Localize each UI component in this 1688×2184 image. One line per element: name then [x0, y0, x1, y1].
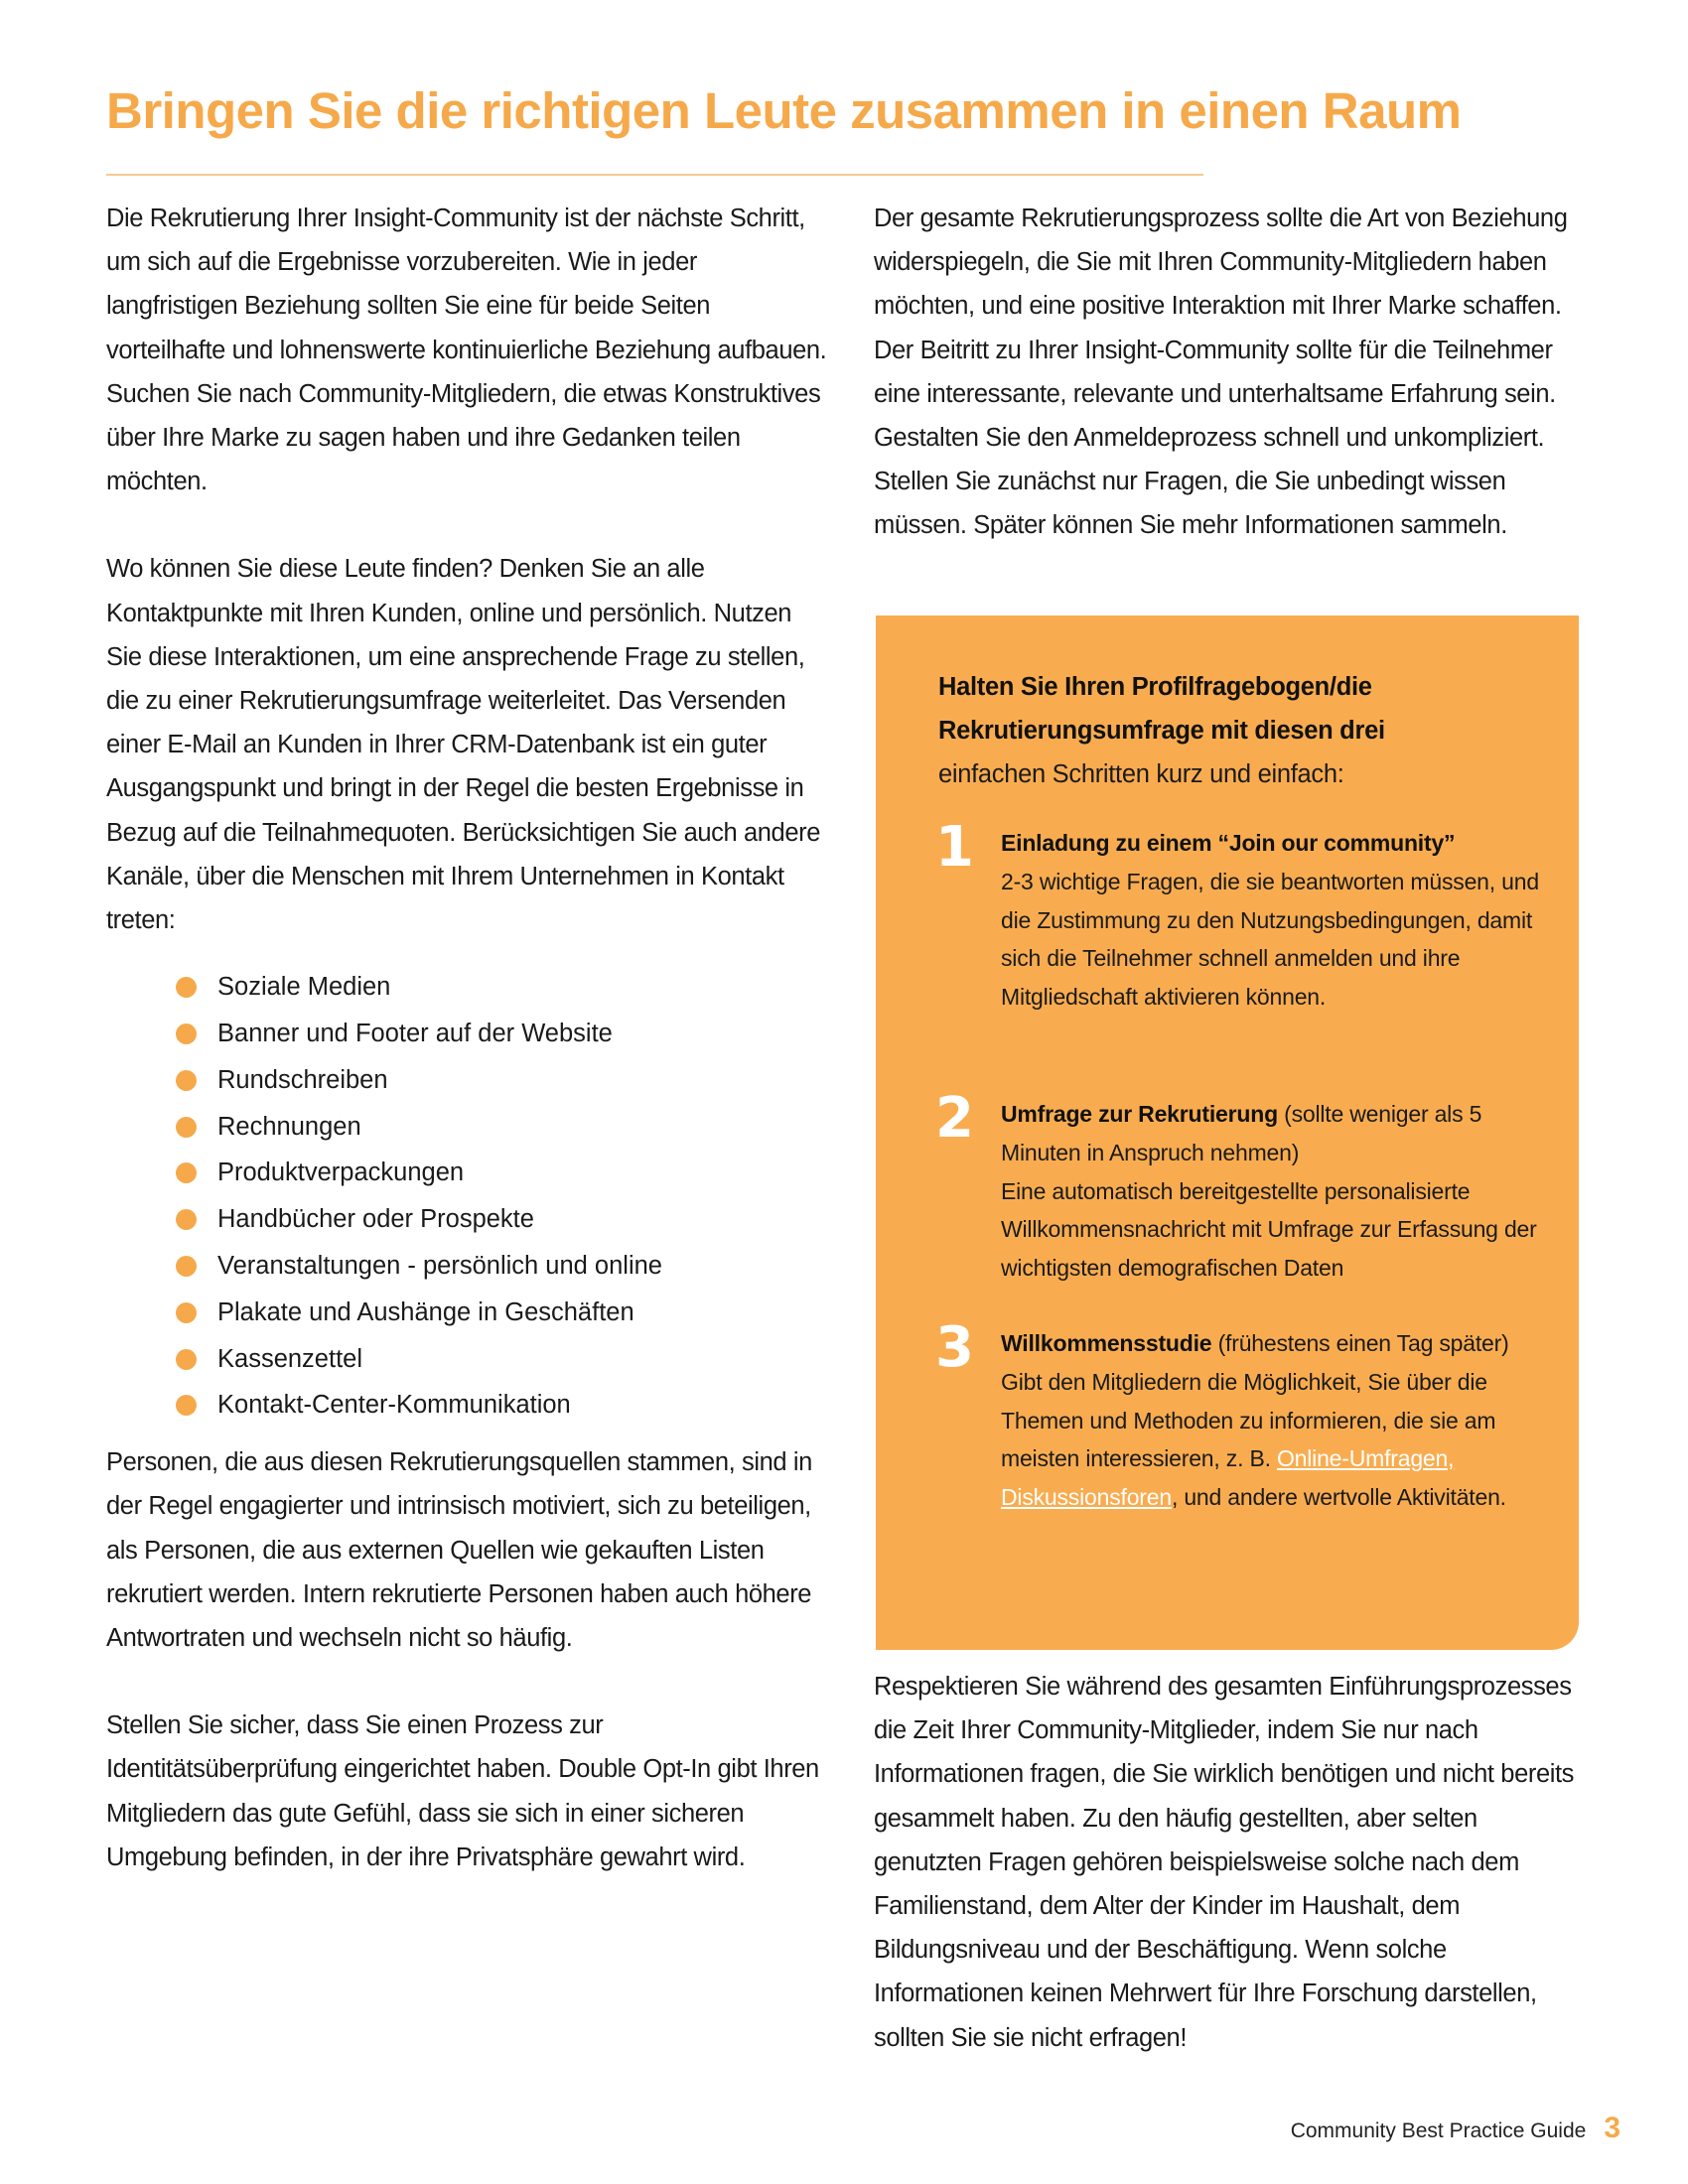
- step-body-after: , und andere wertvolle Aktivitäten.: [1171, 1484, 1506, 1511]
- bullet-dot-icon: [176, 1256, 197, 1277]
- bullet-dot-icon: [176, 1070, 197, 1091]
- step-note: (sollte weniger als 5 Minuten in Anspruch nehmen): [1001, 1101, 1482, 1165]
- callout-heading-bold: Halten Sie Ihren Profilfragebogen/die Rekrutierungsumfrage mit diesen drei: [938, 673, 1385, 745]
- list-item: Kassenzettel: [171, 1336, 831, 1383]
- callout-heading-rest: einfachen Schritten kurz und einfach:: [938, 760, 1344, 788]
- step-title: Einladung zu einem “Join our community”: [1001, 830, 1456, 856]
- step-title: Umfrage zur Rekrutierung: [1001, 1101, 1278, 1127]
- page-title: Bringen Sie die richtigen Leute zusammen in einen Raum: [106, 82, 1462, 139]
- title-divider: [106, 174, 1203, 176]
- step-body: Eine automatisch bereitgestellte personalisierte Willkommensnachricht mit Umfrage zur Erfassung der wichtigsten demografischen Daten: [1001, 1177, 1537, 1282]
- step-number-2-icon: 2: [935, 1086, 974, 1151]
- link-online-umfragen[interactable]: Online-Umfragen,: [1276, 1445, 1455, 1472]
- step-body-before: Gibt den Mitgliedern die Möglichkeit, Sie über die Themen und Methoden zu informieren, die sie am meisten interessieren, z. B.: [1001, 1368, 1496, 1472]
- bullet-dot-icon: [176, 1162, 197, 1183]
- list-item: Kontakt-Center-Kommunikation: [171, 1382, 831, 1429]
- link-diskussionsforen[interactable]: Diskussionsforen: [1001, 1484, 1172, 1511]
- step-title: Willkommensstudie: [1001, 1330, 1212, 1356]
- bullet-dot-icon: [176, 1395, 197, 1416]
- left-paragraph-4: Stellen Sie sicher, dass Sie einen Prozess zur Identitätsüberprüfung eingerichtet haben. Double Opt-In gibt Ihren Mitgliedern das gute Gefühl, dass sie sich in einer sicheren Umgebung befinden, in der ihre Privatsphäre gewahrt wird.: [106, 1711, 819, 1871]
- list-item: Banner und Footer auf der Website: [171, 1011, 831, 1057]
- page-number: 3: [1604, 2112, 1620, 2144]
- list-item: Produktverpackungen: [171, 1150, 831, 1196]
- bullet-dot-icon: [176, 977, 197, 998]
- right-paragraph-1: Der gesamte Rekrutierungsprozess sollte die Art von Beziehung widerspiegeln, die Sie mit Ihren Community-Mitgliedern haben möchten, und eine positive Interaktion mit Ihrer Marke schaffen. Der Beitritt zu Ihrer Insight-Community sollte für die Teilnehmer eine interessante, relevante und unterhaltsame Erfahrung sein. Gestalten Sie den Anmeldeprozess schnell und unkompliziert. Stellen Sie zunächst nur Fragen, die Sie unbedingt wissen müssen. Später können Sie mehr Informationen sammeln.: [874, 205, 1568, 540]
- callout-heading: [938, 665, 1554, 796]
- bullet-dot-icon: [176, 1024, 197, 1044]
- list-item: Veranstaltungen - persönlich und online: [171, 1243, 831, 1290]
- step-number-3-icon: 3: [935, 1315, 974, 1380]
- right-column: [874, 197, 1589, 548]
- page-footer: [1291, 2112, 1620, 2145]
- bullet-dot-icon: [176, 1117, 197, 1138]
- channel-list: [106, 964, 831, 1429]
- left-column: [106, 197, 831, 1879]
- left-paragraph-3: Personen, die aus diesen Rekrutierungsquellen stammen, sind in der Regel engagierter und intrinsisch motiviert, sich zu beteiligen, als Personen, die aus externen Quellen wie gekauften Listen rekrutiert werden. Intern rekrutierte Personen haben auch höhere Antwortraten und wechseln nicht so häufig.: [106, 1448, 812, 1653]
- list-item: Plakate und Aushänge in Geschäften: [171, 1290, 831, 1336]
- left-paragraph-1: Die Rekrutierung Ihrer Insight-Community ist der nächste Schritt, um sich auf die Ergebnisse vorzubereiten. Wie in jeder langfristigen Beziehung sollten Sie eine für beide Seiten vorteilhafte und lohnenswerte kontinuierliche Beziehung aufbauen. Suchen Sie nach Community-Mitgliedern, die etwas Konstruktives über Ihre Marke zu sagen haben und ihre Gedanken teilen möchten.: [106, 205, 827, 496]
- list-item: Handbücher oder Prospekte: [171, 1196, 831, 1243]
- step-number-1-icon: 1: [935, 815, 974, 880]
- list-item: Soziale Medien: [171, 964, 831, 1011]
- bullet-dot-icon: [176, 1209, 197, 1230]
- list-item: Rechnungen: [171, 1104, 831, 1151]
- list-item: Rundschreiben: [171, 1057, 831, 1104]
- left-paragraph-2: Wo können Sie diese Leute finden? Denken Sie an alle Kontaktpunkte mit Ihren Kunden, online und persönlich. Nutzen Sie diese Interaktionen, um eine ansprechende Frage zu stellen, die zu einer Rekrutierungsumfrage weiterleitet. Das Versenden einer E-Mail an Kunden in Ihrer CRM-Datenbank ist ein guter Ausgangspunkt und bringt in der Regel die besten Ergebnisse in Bezug auf die Teilnahmequoten. Berücksichtigen Sie auch andere Kanäle, über die Menschen mit Ihrem Unternehmen in Kontakt treten:: [106, 555, 820, 935]
- right-paragraph-2: Respektieren Sie während des gesamten Einführungsprozesses die Zeit Ihrer Community-Mitglieder, indem Sie nur nach Informationen fragen, die Sie wirklich benötigen und nicht bereits gesammelt haben. Zu den häufig gestellten, aber selten genutzten Fragen gehören beispielsweise solche nach dem Familienstand, dem Alter der Kinder im Haushalt, dem Bildungsniveau und der Beschäftigung. Wenn solche Informationen keinen Mehrwert für Ihre Forschung darstellen, sollten Sie sie nicht erfragen!: [874, 1673, 1575, 2052]
- footer-guide-title: Community Best Practice Guide: [1290, 2119, 1587, 2142]
- bullet-dot-icon: [176, 1349, 197, 1370]
- step-note: (frühestens einen Tag später): [1211, 1330, 1509, 1356]
- step-body: 2-3 wichtige Fragen, die sie beantworten müssen, und die Zustimmung zu den Nutzungsbedingungen, damit sich die Teilnehmer schnell anmelden und ihre Mitgliedschaft aktivieren können.: [1001, 868, 1539, 1011]
- bullet-dot-icon: [176, 1302, 197, 1323]
